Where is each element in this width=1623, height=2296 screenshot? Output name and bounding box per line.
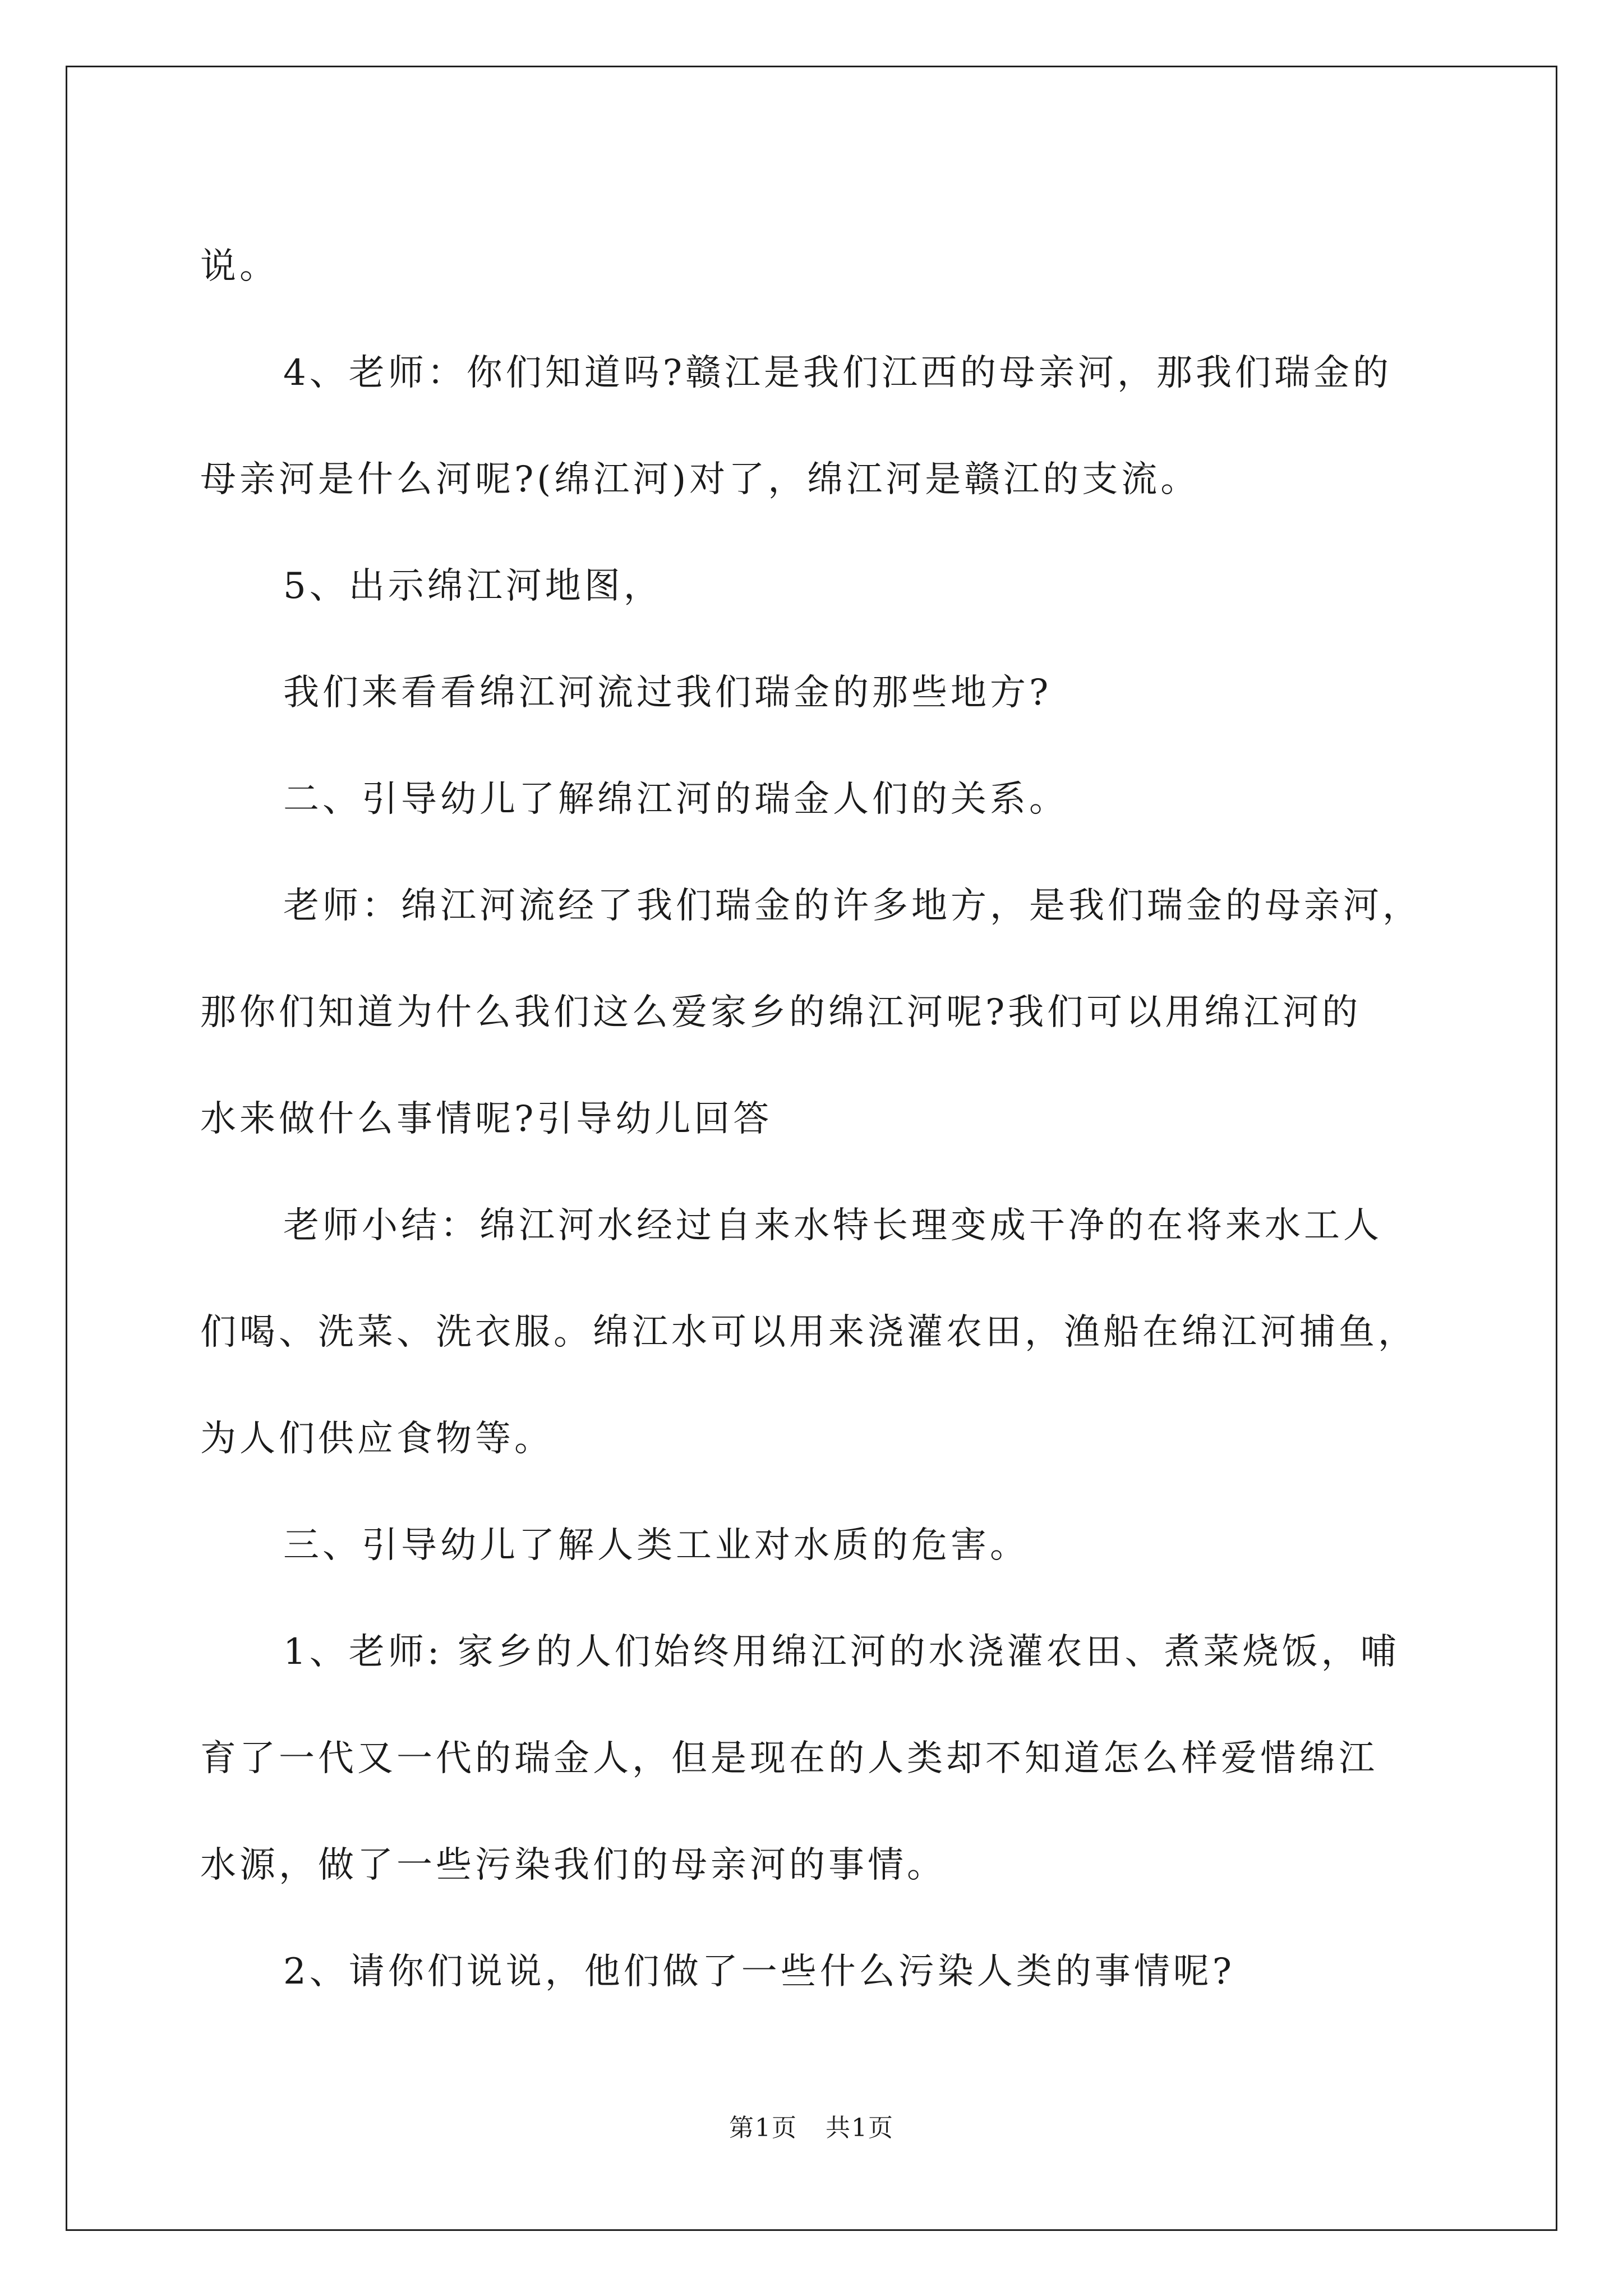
paragraph-line: 育了一代又一代的瑞金人，但是现在的人类却不知道怎么样爱惜绵江 <box>200 1738 1378 1779</box>
section-heading: 二、引导幼儿了解绵江河的瑞金人们的关系。 <box>283 779 1068 820</box>
paragraph-line: 4、老师：你们知道吗?赣江是我们江西的母亲河，那我们瑞金的 <box>283 352 1393 394</box>
paragraph-line: 5、出示绵江河地图， <box>283 565 663 607</box>
paragraph-line: 老师：绵江河流经了我们瑞金的许多地方，是我们瑞金的母亲河， <box>283 885 1422 927</box>
paragraph-line: 水源，做了一些污染我们的母亲河的事情。 <box>200 1844 946 1886</box>
paragraph-line: 说。 <box>200 246 279 287</box>
paragraph-line: 母亲河是什么河呢?(绵江河)对了，绵江河是赣江的支流。 <box>200 459 1200 500</box>
document-body <box>200 213 1428 2025</box>
paragraph-line: 我们来看看绵江河流过我们瑞金的那些地方? <box>283 672 1052 714</box>
paragraph-line: 们喝、洗菜、洗衣服。绵江水可以用来浇灌农田，渔船在绵江河捕鱼， <box>200 1312 1417 1353</box>
paragraph-line: 1、老师: 家乡的人们始终用绵江河的水浇灌农田、煮菜烧饭，哺 <box>283 1631 1400 1673</box>
page-footer <box>0 2108 1623 2143</box>
page-total: 共1页 <box>826 2114 894 2142</box>
paragraph-line: 老师小结：绵江河水经过自来水特长理变成干净的在将来水工人 <box>283 1205 1382 1246</box>
paragraph-line: 为人们供应食物等。 <box>200 1418 554 1460</box>
paragraph-line: 水来做什么事情呢?引导幼儿回答 <box>200 1098 773 1140</box>
page-number: 第1页 <box>729 2114 797 2142</box>
paragraph-line: 那你们知道为什么我们这么爱家乡的绵江河呢?我们可以用绵江河的 <box>200 992 1362 1033</box>
section-heading: 三、引导幼儿了解人类工业对水质的危害。 <box>283 1525 1029 1566</box>
paragraph-line: 2、请你们说说，他们做了一些什么污染人类的事情呢? <box>283 1951 1235 1993</box>
